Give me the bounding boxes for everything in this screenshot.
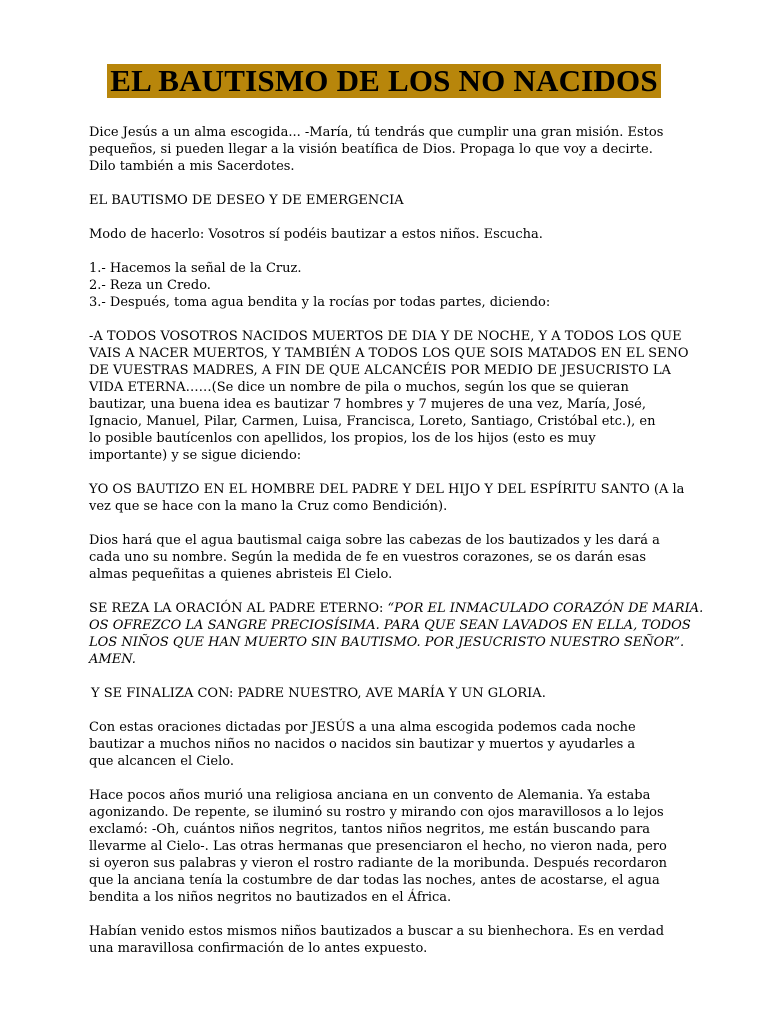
step-item: 1.- Hacemos la señal de la Cruz. bbox=[89, 261, 302, 276]
document-title: EL BAUTISMO DE LOS NO NACIDOS bbox=[107, 64, 661, 98]
text-line: -A TODOS VOSOTROS NACIDOS MUERTOS DE DIA Y DE NOCHE, Y A TODOS LOS QUE bbox=[89, 329, 682, 344]
mode-paragraph: Modo de hacerlo: Vosotros sí podéis bautizar a estos niños. Escucha. bbox=[89, 227, 543, 242]
text-line: pequeños, si pueden llegar a la visión beatífica de Dios. Propaga lo que voy a decirte. bbox=[89, 142, 653, 157]
text-line: importante) y se sigue diciendo: bbox=[89, 448, 302, 463]
text-line: Habían venido estos mismos niños bautizados a buscar a su bienhechora. Es en verdad bbox=[89, 924, 665, 939]
text-line: que la anciana tenía la costumbre de dar todas las noches, antes de acostarse, el agua bbox=[89, 873, 660, 888]
text-line: Ignacio, Manuel, Pilar, Carmen, Luisa, Francisca, Loreto, Santiago, Cristóbal etc.), en bbox=[89, 414, 656, 429]
conclusion-paragraph bbox=[89, 923, 729, 957]
story-paragraph bbox=[89, 787, 729, 906]
text-line: Con estas oraciones dictadas por JESÚS a una alma escogida podemos cada noche bbox=[89, 720, 636, 735]
text-line: DE VUESTRAS MADRES, A FIN DE QUE ALCANCÉIS POR MEDIO DE JESUCRISTO LA bbox=[89, 363, 671, 378]
section-subheading: EL BAUTISMO DE DESEO Y DE EMERGENCIA bbox=[89, 193, 404, 208]
text-line: si oyeron sus palabras y vieron el rostro radiante de la moribunda. Después recordaron bbox=[89, 856, 668, 871]
text-line: agonizando. De repente, se iluminó su rostro y mirando con ojos maravillosos a lo lejos bbox=[89, 805, 664, 820]
prayer-text: “POR EL INMACULADO CORAZÓN DE MARIA. bbox=[387, 601, 704, 616]
steps-list bbox=[89, 260, 729, 311]
text-line: cada uno su nombre. Según la medida de fe en vuestros corazones, se os darán esas bbox=[89, 550, 647, 565]
text-line: Dice Jesús a un alma escogida... -María, tú tendrás que cumplir una gran misión. Estos bbox=[89, 125, 664, 140]
text-line: Dilo también a mis Sacerdotes. bbox=[89, 159, 295, 174]
text-line: bendita a los niños negritos no bautizados en el África. bbox=[89, 890, 452, 905]
text-line: YO OS BAUTIZO EN EL HOMBRE DEL PADRE Y DEL HIJO Y DEL ESPÍRITU SANTO (A la bbox=[89, 482, 685, 497]
text-line: almas pequeñitas a quienes abristeis El Cielo. bbox=[89, 567, 393, 582]
text-line bbox=[89, 600, 729, 617]
baptism-paragraph bbox=[89, 481, 729, 515]
step-item: 3.- Después, toma agua bendita y la rocías por todas partes, diciendo: bbox=[89, 295, 551, 310]
text-line: exclamó: -Oh, cuántos niños negritos, tantos niños negritos, me están buscando para bbox=[89, 822, 651, 837]
text-line: VIDA ETERNA……(Se dice un nombre de pila o muchos, según los que se quieran bbox=[89, 380, 629, 395]
text-line: que alcancen el Cielo. bbox=[89, 754, 234, 769]
text-line: lo posible bautícenlos con apellidos, los propios, los de los hijos (esto es muy bbox=[89, 431, 596, 446]
prayer-text: LOS NIÑOS QUE HAN MUERTO SIN BAUTISMO. POR JESUCRISTO NUESTRO SEÑOR”. bbox=[89, 635, 685, 650]
text-line: VAIS A NACER MUERTOS, Y TAMBIÉN A TODOS LOS QUE SOIS MATADOS EN EL SENO bbox=[89, 346, 689, 361]
text-line: llevarme al Cielo-. Las otras hermanas que presenciaron el hecho, no vieron nada, pero bbox=[89, 839, 667, 854]
text-line: vez que se hace con la mano la Cruz como Bendición). bbox=[89, 499, 448, 514]
text-line: Hace pocos años murió una religiosa anciana en un convento de Alemania. Ya estaba bbox=[89, 788, 651, 803]
text-line: una maravillosa confirmación de lo antes expuesto. bbox=[89, 941, 428, 956]
formula-paragraph bbox=[89, 328, 729, 464]
intro-paragraph bbox=[89, 124, 729, 175]
explanation-paragraph bbox=[89, 719, 729, 770]
prayer-lead: SE REZA LA ORACIÓN AL PADRE ETERNO: bbox=[89, 601, 388, 616]
text-line: bautizar a muchos niños no nacidos o nacidos sin bautizar y muertos y ayudarles a bbox=[89, 737, 636, 752]
step-item: 2.- Reza un Credo. bbox=[89, 278, 211, 293]
prayer-text: OS OFREZCO LA SANGRE PRECIOSÍSIMA. PARA QUE SEAN LAVADOS EN ELLA, TODOS bbox=[89, 618, 691, 633]
prayer-text: AMEN. bbox=[89, 652, 136, 667]
prayer-paragraph bbox=[89, 600, 729, 668]
promise-paragraph bbox=[89, 532, 729, 583]
text-line: Dios hará que el agua bautismal caiga sobre las cabezas de los bautizados y les dará a bbox=[89, 533, 660, 548]
closing-paragraph: Y SE FINALIZA CON: PADRE NUESTRO, AVE MARÍA Y UN GLORIA. bbox=[91, 686, 546, 701]
text-line: bautizar, una buena idea es bautizar 7 hombres y 7 mujeres de una vez, María, José, bbox=[89, 397, 646, 412]
document-body bbox=[89, 124, 729, 974]
title-container bbox=[0, 64, 768, 98]
